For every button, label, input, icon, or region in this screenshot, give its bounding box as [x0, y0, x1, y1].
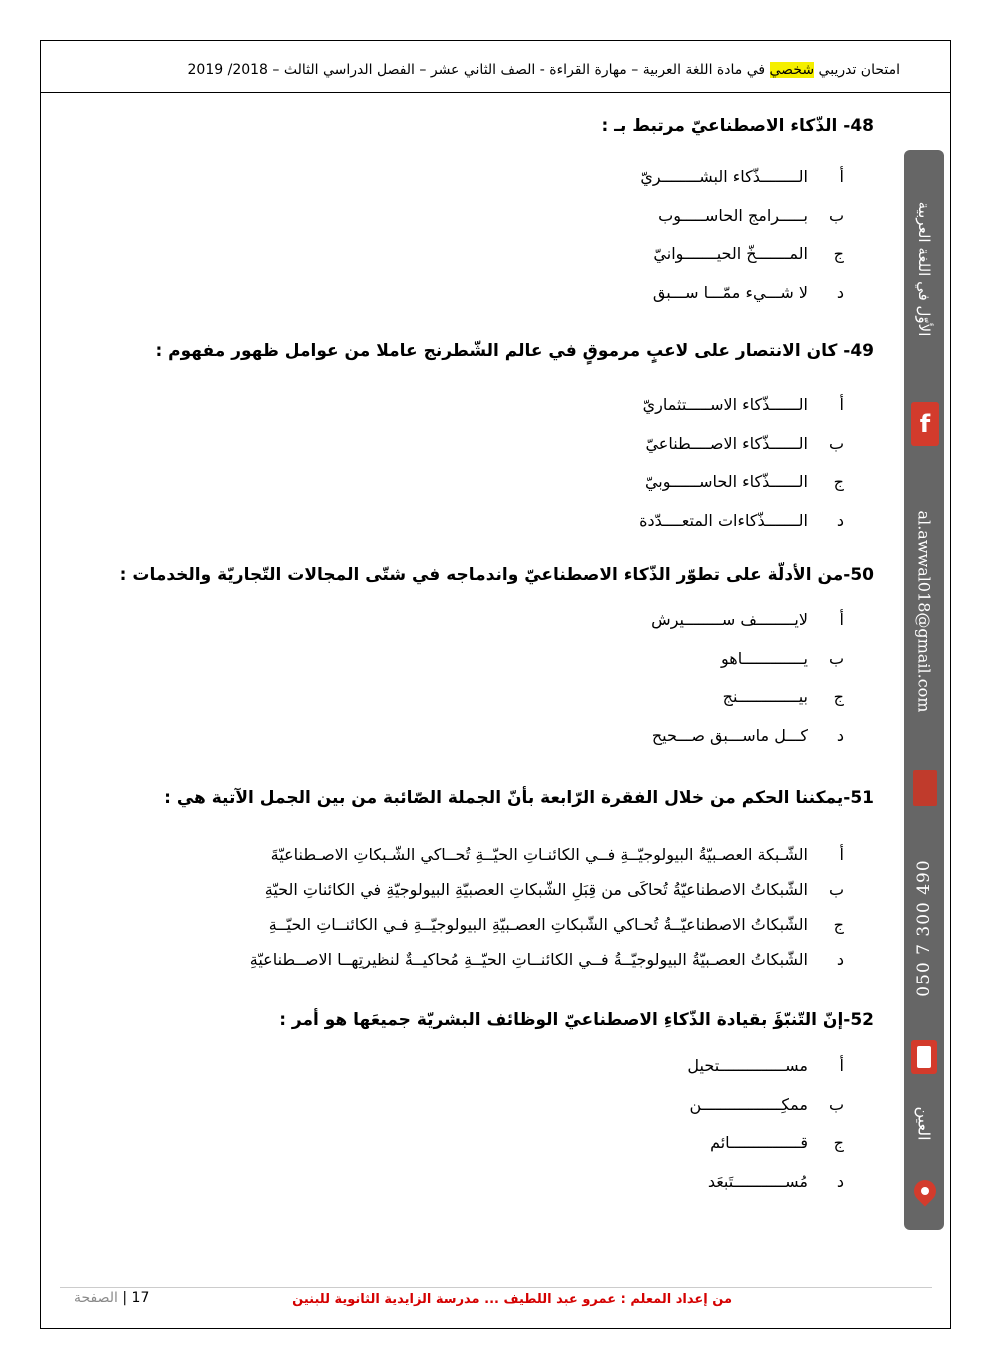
option-text: الــــــذّكاء الاســـــتثماريّ	[642, 395, 808, 414]
option-letter: ب	[828, 880, 844, 899]
option-letter: ج	[833, 687, 844, 706]
option-text: بـــــرامج الحاســـــوب	[658, 205, 808, 225]
option-text: الــــــذّكاء الاصــــطناعيّ	[645, 433, 808, 453]
option-text: الـــــــذّكاءات المتعــــدّدة	[639, 510, 808, 530]
option-text: يـــــــــــــاهو	[721, 648, 808, 668]
option[interactable]	[651, 717, 844, 756]
page-number: 17	[131, 1290, 150, 1306]
phone-icon	[911, 1040, 937, 1074]
option-letter: ج	[833, 472, 844, 491]
option-letter: ب	[828, 433, 844, 453]
option-letter: ب	[828, 205, 844, 225]
option-text: الشّـبكة العصـبيّةُ البيولوجيّــةِ فــي الكائنـاتِ الحيّــةِ تُحــاكي الشّـبكاتِ الاصـطناعيّةَ	[270, 845, 808, 864]
option-letter: ج	[833, 1133, 844, 1152]
question-50-title: 50-من الأدلّة على تطوّر الذّكاء الاصطناعيّ واندماجه في شتّى المجالات التّجاريّة والخدمات :	[119, 565, 874, 585]
option-text: ممكِـــــــــــــــــن	[689, 1094, 808, 1114]
option-text: مســــــــــــــتحيل	[687, 1056, 808, 1075]
option[interactable]	[639, 463, 844, 502]
option[interactable]	[250, 872, 844, 907]
option-letter: ب	[828, 1094, 844, 1114]
option[interactable]	[639, 425, 844, 464]
option[interactable]	[250, 907, 844, 942]
header-text-1: امتحان تدريبي	[814, 62, 900, 78]
email-icon	[913, 770, 937, 806]
option-text: المـــــــخّ الحيـــــــوانيّ	[653, 244, 808, 263]
question-52-options	[687, 1047, 844, 1201]
option-text: الــــــذّكاء الحاســــــوبيّ	[644, 472, 808, 491]
footer-divider	[60, 1287, 932, 1288]
option-text: قـــــــــــــــائم	[710, 1133, 808, 1152]
option-letter: د	[836, 1171, 844, 1191]
sidebar-email[interactable]: al.awwal018@gmail.com	[914, 510, 934, 713]
option-text: الشّبكاتُ الاصطناعيّةُ تُحاكَى من قِبَلِ الشّبكاتِ العصبيّةِ البيولوجيّةِ في الكائناتِ الحيّةِ	[264, 880, 808, 899]
option-letter: د	[836, 725, 844, 745]
option-letter: ج	[833, 915, 844, 934]
question-51-title: 51-يمكننا الحكم من خلال الفقرة الرّابعة بأنّ الجملة الصّائبة من بين الجمل الآتية هي :	[164, 788, 874, 808]
question-48-options	[640, 158, 844, 312]
option[interactable]	[651, 640, 844, 679]
option-letter: ب	[828, 648, 844, 668]
option[interactable]	[250, 837, 844, 872]
option-text: الشّبكاتُ العصـبيّةُ البيولوجيّــةُ فــي الكائنــاتِ الحيّــةِ مُحاكيــةٌ لنظيرتِهــا الاصــطناعيّةِ	[249, 950, 808, 969]
option[interactable]	[687, 1124, 844, 1163]
sidebar-place: العين	[914, 1106, 934, 1141]
exam-header	[52, 62, 900, 84]
option-letter: أ	[839, 1056, 844, 1075]
option-text: لايــــــــف ســــــــيرش	[651, 610, 808, 629]
option[interactable]	[640, 158, 844, 197]
option[interactable]	[639, 502, 844, 541]
option-letter: ج	[833, 244, 844, 263]
option-text: لا شـــيء ممّـــا ســـبق	[652, 282, 808, 302]
question-51-options	[250, 837, 844, 977]
option-letter: د	[836, 510, 844, 530]
page-label: الصفحة	[74, 1290, 118, 1306]
option-text: مُســـــــــــتَبعَد	[707, 1171, 808, 1191]
option[interactable]	[640, 274, 844, 313]
option-letter: د	[836, 950, 844, 969]
sidebar-brand: الأوّل في اللغة العربية	[915, 201, 933, 337]
question-49-options	[639, 386, 844, 540]
option-letter: أ	[839, 610, 844, 629]
option-text: بيـــــــــــــنج	[722, 687, 808, 706]
option[interactable]	[687, 1047, 844, 1086]
option[interactable]	[651, 678, 844, 717]
header-divider	[41, 92, 950, 93]
question-48-title: 48- الذّكاء الاصطناعيّ مرتبط بـ :	[601, 116, 874, 136]
question-49-title: 49- كان الانتصار على لاعبٍ مرموقٍ في عالم الشّطرنج عاملا من عوامل ظهور مفهوم :	[155, 341, 874, 361]
option[interactable]	[687, 1163, 844, 1202]
option-letter: أ	[839, 167, 844, 186]
sidebar-phone[interactable]: 050 7 300 490	[914, 859, 934, 997]
question-52-title: 52-إنّ التّنبّؤَ بقيادة الذّكاءِ الاصطناعيّ الوظائف البشريّة جميعَها هو أمر :	[279, 1010, 874, 1030]
footer-author: من إعداد المعلم : عمرو عبد اللطيف ... مدرسة الزايدية الثانوية للبنين	[292, 1292, 732, 1307]
header-highlight: شخصي	[769, 62, 815, 78]
option-text: كـــل ماســـبق صـــحيح	[651, 725, 808, 745]
option[interactable]	[640, 235, 844, 274]
option[interactable]	[250, 942, 844, 977]
question-50-options	[651, 601, 844, 755]
option-letter: أ	[839, 395, 844, 414]
page-number-block: 17 | الصفحة	[74, 1290, 150, 1306]
option-letter: د	[836, 282, 844, 302]
header-text-2: في مادة اللغة العربية – مهارة القراءة - الصف الثاني عشر – الفصل الدراسي الثالث – 2018/ 2019	[187, 62, 770, 78]
option-text: الشّبكاتُ الاصطناعيّــةُ تُحـاكي الشّبكاتِ العصـبيّةِ البيولوجيّــةِ فـي الكائنــاتِ الحيّــةِ	[268, 915, 808, 934]
option[interactable]	[687, 1086, 844, 1125]
facebook-icon[interactable]: f	[911, 402, 939, 446]
option[interactable]	[639, 386, 844, 425]
option-text: الــــــــذّكاء البشــــــــريّ	[640, 167, 808, 186]
option[interactable]	[640, 197, 844, 236]
option[interactable]	[651, 601, 844, 640]
option-letter: أ	[839, 845, 844, 864]
